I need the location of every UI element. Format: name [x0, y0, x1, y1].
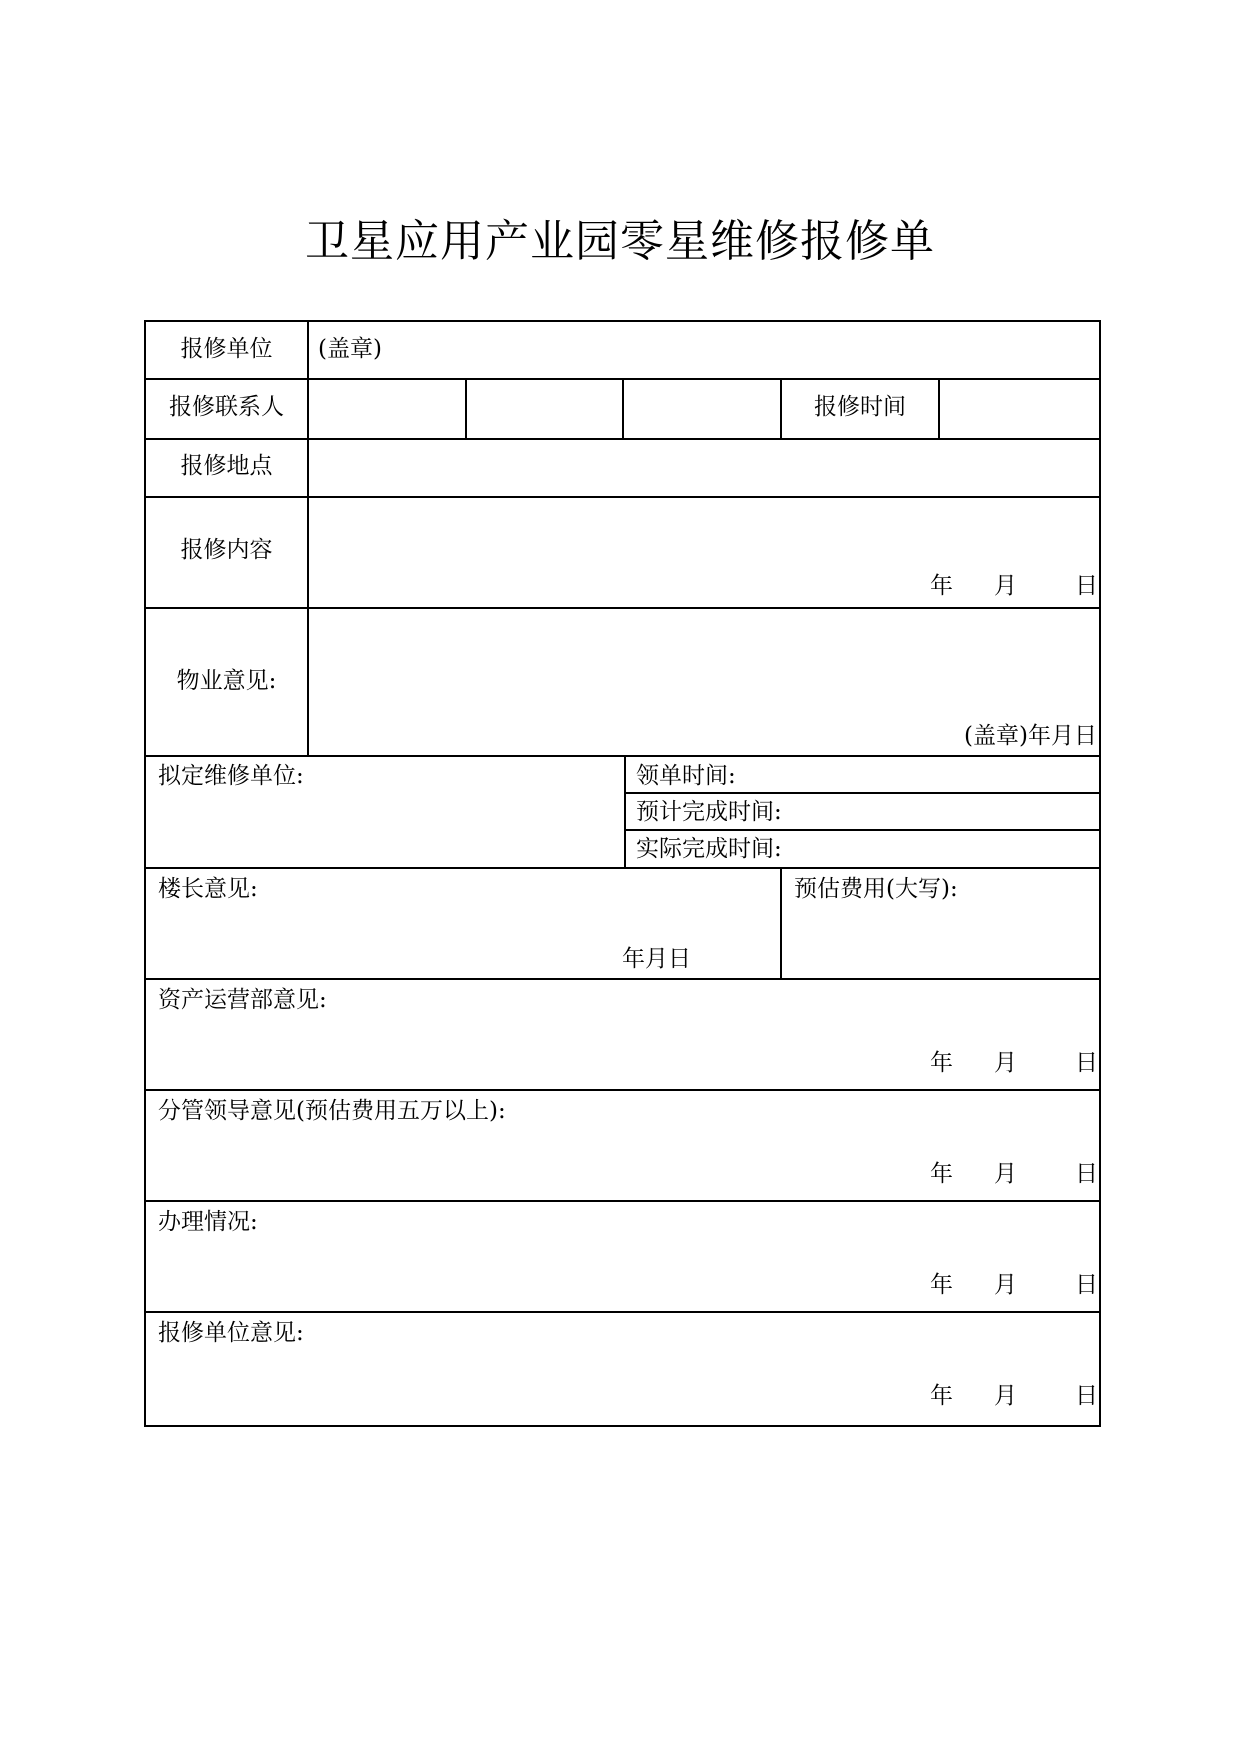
date-day: 日	[1075, 1272, 1098, 1298]
contact-person-label: 报修联系人	[169, 394, 284, 420]
repair-time-label: 报修时间	[814, 394, 906, 420]
sub-row-divider	[626, 829, 1099, 831]
actual-finish-label: 实际完成时间:	[636, 836, 782, 862]
asset-dept-opinion-label: 资产运营部意见:	[158, 987, 327, 1013]
date-month: 月	[994, 1161, 1017, 1187]
contact-person-field-3[interactable]	[624, 380, 780, 438]
building-manager-opinion-label: 楼长意见:	[158, 876, 258, 902]
column-divider	[624, 755, 626, 867]
row-divider	[146, 755, 1099, 757]
planned-finish-label: 预计完成时间:	[636, 799, 782, 825]
repair-location-label: 报修地点	[180, 453, 273, 479]
repair-unit-label: 报修单位	[180, 336, 273, 362]
leader-opinion-label: 分管领导意见(预估费用五万以上):	[158, 1098, 506, 1124]
repair-location-field[interactable]	[309, 440, 1099, 496]
contact-person-field-2[interactable]	[467, 380, 622, 438]
date-day: 日	[1075, 573, 1098, 599]
building-manager-date: 年月日	[622, 946, 691, 972]
handling-status-label: 办理情况:	[158, 1209, 258, 1235]
sub-row-divider	[626, 792, 1099, 794]
repair-content-label: 报修内容	[180, 537, 273, 563]
repair-time-field[interactable]	[940, 380, 1099, 438]
property-stamp-date: (盖章)年月日	[964, 723, 1097, 749]
date-year: 年	[930, 1050, 953, 1076]
repair-form-table	[144, 320, 1101, 1427]
row-divider	[146, 867, 1099, 869]
date-month: 月	[994, 1272, 1017, 1298]
date-day: 日	[1075, 1050, 1098, 1076]
date-day: 日	[1075, 1161, 1098, 1187]
date-year: 年	[930, 573, 953, 599]
row-divider	[146, 1311, 1099, 1313]
column-divider	[780, 867, 782, 978]
repair-unit-stamp: (盖章)	[318, 336, 382, 362]
document-title: 卫星应用产业园零星维修报修单	[305, 216, 935, 267]
repair-content-field[interactable]	[309, 498, 1099, 578]
property-opinion-field[interactable]	[309, 609, 1099, 719]
date-month: 月	[994, 1383, 1017, 1409]
date-month: 月	[994, 573, 1017, 599]
row-divider	[146, 1200, 1099, 1202]
repair-unit-feedback-label: 报修单位意见:	[158, 1320, 304, 1346]
contact-person-field-1[interactable]	[309, 380, 465, 438]
planned-repair-unit-label: 拟定维修单位:	[158, 763, 304, 789]
date-year: 年	[930, 1383, 953, 1409]
property-opinion-label: 物业意见:	[176, 668, 277, 694]
row-divider	[146, 978, 1099, 980]
date-month: 月	[994, 1050, 1017, 1076]
receive-time-label: 领单时间:	[636, 763, 736, 789]
date-year: 年	[930, 1272, 953, 1298]
estimated-cost-label: 预估费用(大写):	[794, 876, 958, 902]
row-divider	[146, 1089, 1099, 1091]
date-year: 年	[930, 1161, 953, 1187]
date-day: 日	[1075, 1383, 1098, 1409]
